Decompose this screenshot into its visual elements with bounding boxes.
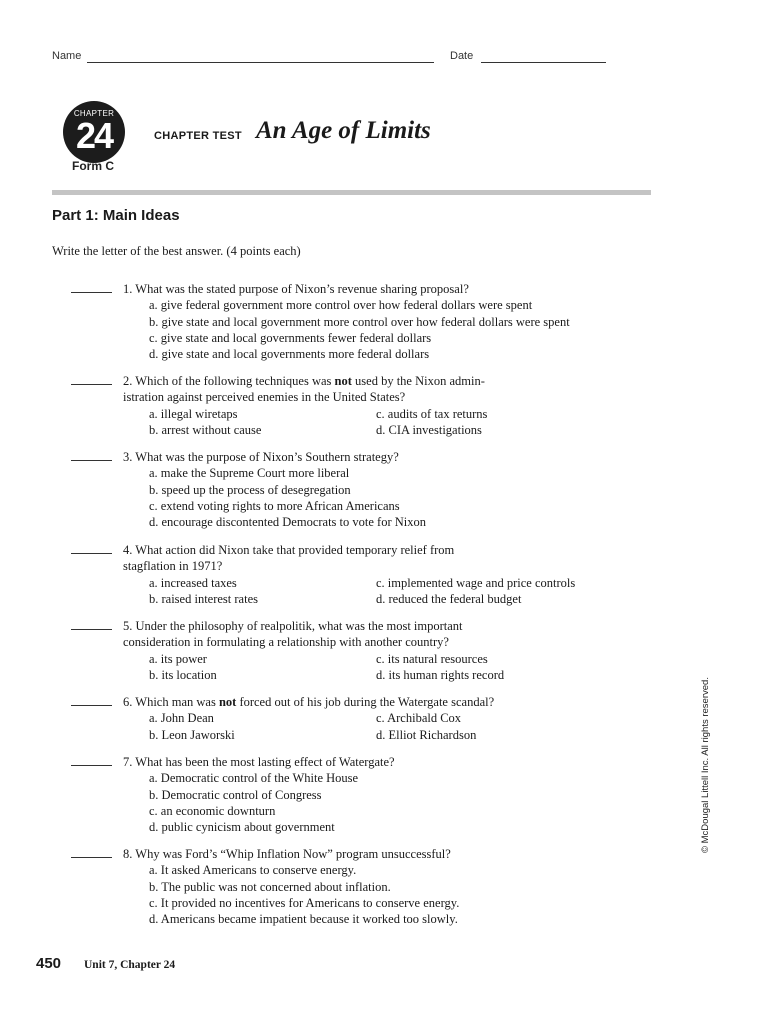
- option-d: d. give state and local governments more federal dollars: [149, 347, 430, 362]
- question-stem: 8. Why was Ford’s “Whip Inflation Now” program unsuccessful?: [123, 847, 451, 861]
- option-c: c. give state and local governments fewer federal dollars: [149, 330, 432, 345]
- option-c: c. audits of tax returns: [376, 406, 488, 421]
- answer-blank-2[interactable]: [71, 384, 112, 385]
- option-c: c. its natural resources: [376, 651, 488, 666]
- instructions: Write the letter of the best answer. (4 points each): [52, 244, 301, 258]
- option-b: b. raised interest rates: [149, 591, 258, 606]
- option-b: b. give state and local government more control over how federal dollars were spent: [149, 314, 570, 329]
- copyright-notice: © McDougal Littell Inc. All rights reserved.: [700, 677, 711, 853]
- question-stem: 6. Which man was not forced out of his job during the Watergate scandal?: [123, 695, 495, 709]
- option-b: b. Democratic control of Congress: [149, 787, 322, 802]
- option-d: d. CIA investigations: [376, 422, 482, 437]
- option-d: d. its human rights record: [376, 667, 505, 682]
- option-b: b. The public was not concerned about inflation.: [149, 879, 391, 894]
- option-d: d. encourage discontented Democrats to vote for Nixon: [149, 515, 426, 530]
- option-a: a. Democratic control of the White House: [149, 771, 359, 786]
- page-number: 450: [36, 955, 62, 972]
- date-label: Date: [450, 50, 474, 62]
- name-label: Name: [52, 50, 82, 62]
- option-b: b. arrest without cause: [149, 422, 262, 437]
- option-c: c. an economic downturn: [149, 803, 276, 818]
- option-a: a. It asked Americans to conserve energy.: [149, 863, 357, 878]
- option-b: b. speed up the process of desegregation: [149, 482, 351, 497]
- option-a: a. illegal wiretaps: [149, 406, 238, 421]
- option-d: d. public cynicism about government: [149, 820, 335, 835]
- option-b: b. Leon Jaworski: [149, 727, 235, 742]
- page-title: An Age of Limits: [256, 117, 431, 144]
- chapter-label: CHAPTER: [73, 109, 115, 118]
- date-field[interactable]: [481, 62, 606, 63]
- option-c: c. implemented wage and price controls: [376, 575, 576, 590]
- answer-blank-7[interactable]: [71, 765, 112, 766]
- header-divider: [52, 190, 651, 195]
- part-title: Part 1: Main Ideas: [52, 207, 180, 224]
- option-a: a. its power: [149, 651, 207, 666]
- form-label: Form C: [72, 159, 114, 173]
- option-d: d. Americans became impatient because it worked too slowly.: [149, 912, 458, 927]
- question-stem: 7. What has been the most lasting effect of Watergate?: [123, 755, 395, 769]
- option-d: d. Elliot Richardson: [376, 727, 477, 742]
- option-c: c. extend voting rights to more African Americans: [149, 498, 400, 513]
- chapter-test-label: CHAPTER TEST: [154, 130, 242, 142]
- emphasis-not: not: [334, 374, 352, 388]
- answer-blank-3[interactable]: [71, 460, 112, 461]
- option-a: a. increased taxes: [149, 575, 237, 590]
- answer-blank-8[interactable]: [71, 857, 112, 858]
- name-field[interactable]: [87, 62, 434, 63]
- answer-blank-4[interactable]: [71, 553, 112, 554]
- question-stem: 1. What was the stated purpose of Nixon’s revenue sharing proposal?: [123, 282, 469, 296]
- answer-blank-5[interactable]: [71, 629, 112, 630]
- option-a: a. give federal government more control over how federal dollars were spent: [149, 298, 533, 313]
- option-d: d. reduced the federal budget: [376, 591, 522, 606]
- question-stem: 3. What was the purpose of Nixon’s Southern strategy?: [123, 450, 399, 464]
- option-a: a. John Dean: [149, 711, 214, 726]
- emphasis-not: not: [218, 695, 237, 709]
- answer-blank-6[interactable]: [71, 705, 112, 706]
- chapter-number: 24: [75, 115, 113, 156]
- option-c: c. Archibald Cox: [376, 711, 462, 726]
- question-stem: 5. Under the philosophy of realpolitik, what was the most important consideration in formulating a relationship with another country?: [123, 619, 463, 650]
- option-a: a. make the Supreme Court more liberal: [149, 466, 350, 481]
- option-b: b. its location: [149, 667, 217, 682]
- option-c: c. It provided no incentives for Americans to conserve energy.: [149, 895, 460, 910]
- unit-label: Unit 7, Chapter 24: [84, 959, 176, 971]
- answer-blank-1[interactable]: [71, 292, 112, 293]
- question-stem: 4. What action did Nixon take that provided temporary relief from stagflation in 1971?: [123, 543, 455, 574]
- question-stem: 2. Which of the following techniques was not used by the Nixon admin- istration against perceived enemies in the United States?: [123, 374, 485, 405]
- chapter-badge: [63, 101, 125, 163]
